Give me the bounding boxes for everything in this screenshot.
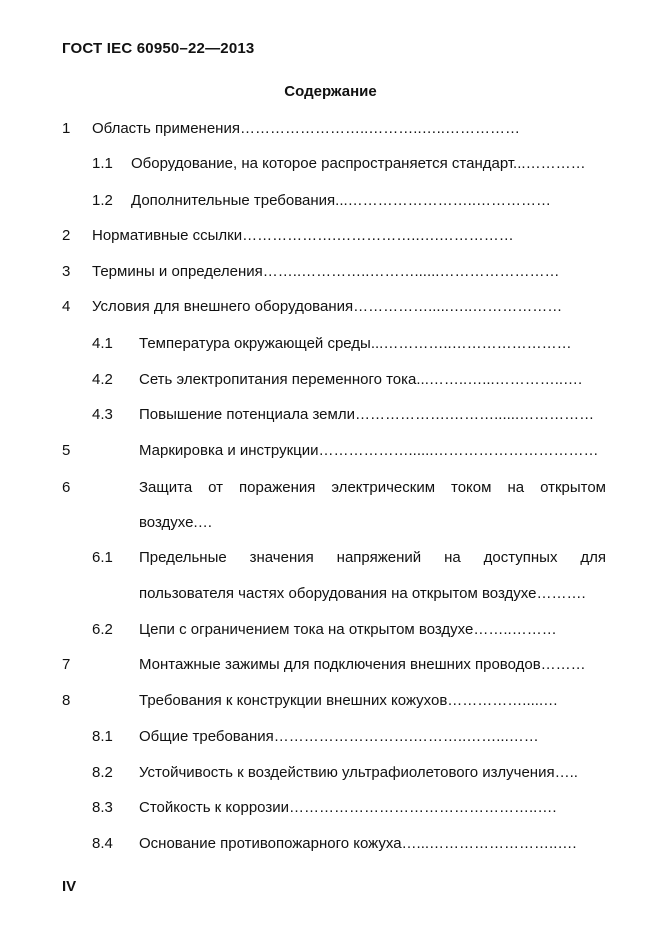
toc-entry-uv-resistance: Устойчивость к воздействию ультрафиолетового излучения….. bbox=[139, 764, 578, 781]
toc-entry-current-limited-circuits: Цепи с ограничением тока на открытом воздухе……..……… bbox=[139, 621, 557, 638]
toc-entry-outdoor-conditions: Условия для внешнего оборудования…………….....…..……………… bbox=[92, 298, 563, 315]
toc-entry-earth-potential-rise: Повышение потенциала земли……………….………......…………… bbox=[139, 406, 595, 423]
toc-number: 8.2 bbox=[92, 764, 113, 781]
toc-entry-fire-enclosure-bottom: Основание противопожарного кожуха…...……………………..…. bbox=[139, 835, 577, 852]
page-number: IV bbox=[62, 878, 77, 895]
toc-number: 4.1 bbox=[92, 335, 113, 352]
toc-number: 3 bbox=[62, 263, 71, 280]
toc-entry-ambient-temperature: Температура окружающей среды...…………..…………………… bbox=[139, 335, 572, 352]
toc-entry-terminals: Монтажные зажимы для подключения внешних проводов……… bbox=[139, 656, 586, 673]
toc-entry-enclosure-requirements: Требования к конструкции внешних кожухов…………….....… bbox=[139, 692, 559, 709]
toc-entry-voltage-limits: Предельные значения напряжений на доступных для bbox=[139, 549, 606, 566]
toc-entry-corrosion-resistance: Стойкость к коррозии…………………………………………..…. bbox=[139, 799, 557, 816]
toc-number: 8.4 bbox=[92, 835, 113, 852]
toc-number: 5 bbox=[62, 442, 71, 459]
toc-entry-voltage-limits-cont: пользователя частях оборудования на открытом воздухе………. bbox=[139, 585, 586, 602]
toc-entry-marking: Маркировка и инструкции………………......…………………………… bbox=[139, 442, 599, 459]
toc-entry-ac-mains: Сеть электропитания переменного тока...……..…...…………..…. bbox=[139, 371, 583, 388]
toc-number: 8.1 bbox=[92, 728, 113, 745]
toc-number: 7 bbox=[62, 656, 71, 673]
toc-number: 2 bbox=[62, 227, 71, 244]
document-header: ГОСТ IEC 60950–22—2013 bbox=[62, 40, 255, 57]
toc-number: 8 bbox=[62, 692, 71, 709]
toc-entry-shock-protection-cont: воздухе.… bbox=[139, 514, 213, 531]
toc-number: 4 bbox=[62, 298, 71, 315]
toc-entry-equipment: Оборудование, на которое распространяется стандарт...………… bbox=[131, 155, 586, 172]
toc-entry-normative-references: Нормативные ссылки……………….……………..….…………… bbox=[92, 227, 514, 244]
toc-entry-scope: Область применения……………………..………..…..…………… bbox=[92, 120, 520, 137]
toc-number: 6.2 bbox=[92, 621, 113, 638]
toc-number: 8.3 bbox=[92, 799, 113, 816]
toc-number: 1.1 bbox=[92, 155, 113, 172]
toc-title: Содержание bbox=[284, 83, 377, 100]
toc-number: 6.1 bbox=[92, 549, 113, 566]
toc-entry-terms: Термины и определения……..…………..………......…………………… bbox=[92, 263, 560, 280]
toc-entry-additional-requirements: Дополнительные требования...……………………..…………… bbox=[131, 192, 551, 209]
toc-number: 1 bbox=[62, 120, 71, 137]
toc-number: 4.3 bbox=[92, 406, 113, 423]
toc-entry-shock-protection: Защита от поражения электрическим током на открытом bbox=[139, 479, 606, 496]
toc-number: 4.2 bbox=[92, 371, 113, 388]
toc-entry-general-requirements: Общие требования……………………….………..……...…… bbox=[139, 728, 539, 745]
toc-number: 1.2 bbox=[92, 192, 113, 209]
toc-number: 6 bbox=[62, 479, 71, 496]
